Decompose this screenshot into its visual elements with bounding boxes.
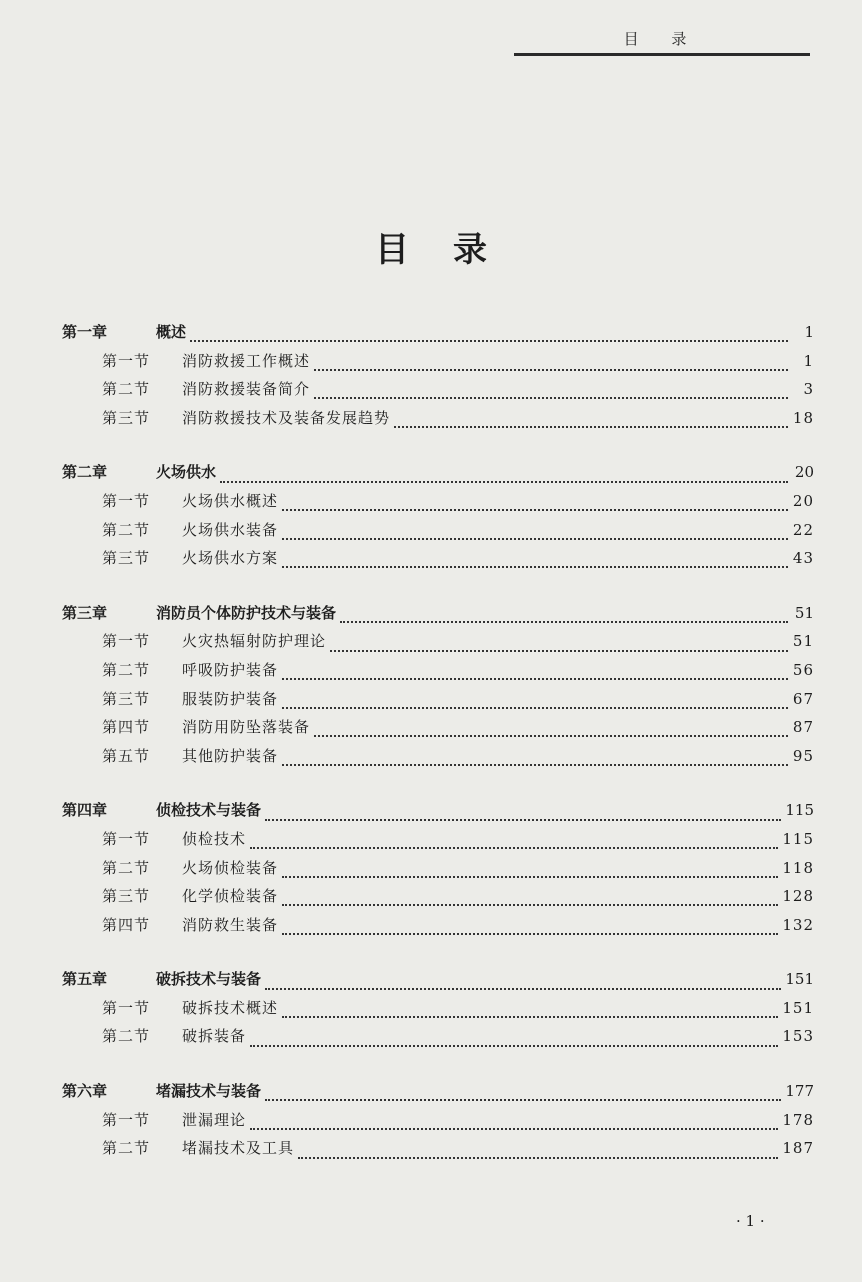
section-page: 87 [792, 718, 814, 737]
dot-leader [265, 805, 781, 821]
dot-leader [282, 552, 788, 568]
dot-leader [340, 607, 788, 623]
chapter-page: 20 [794, 463, 814, 482]
section-number: 第四节 [102, 718, 151, 737]
toc-section-entry[interactable] [62, 825, 814, 854]
section-page: 153 [782, 1027, 814, 1046]
dot-leader [314, 383, 788, 399]
section-number: 第一节 [102, 1110, 151, 1129]
section-title: 消防救生装备 [182, 915, 279, 934]
chapter-page: 177 [785, 1082, 814, 1101]
section-number: 第二节 [102, 1027, 151, 1046]
dot-leader [314, 721, 788, 737]
toc-chapter-entry[interactable] [62, 318, 814, 347]
toc-section-entry[interactable] [62, 375, 814, 404]
chapter-number: 第六章 [62, 1082, 108, 1101]
dot-leader [282, 862, 778, 878]
chapter-number: 第二章 [62, 463, 108, 482]
toc-section-entry[interactable] [62, 911, 814, 940]
dot-leader [250, 1031, 778, 1047]
chapter-title: 堵漏技术与装备 [156, 1082, 262, 1101]
section-title: 呼吸防护装备 [182, 660, 279, 679]
section-title: 侦检技术 [182, 829, 247, 848]
toc-section-entry[interactable] [62, 882, 814, 911]
section-title: 消防救援工作概述 [182, 351, 311, 370]
section-number: 第一节 [102, 998, 151, 1017]
chapter-number: 第一章 [62, 323, 108, 341]
section-number: 第二节 [102, 858, 151, 877]
chapter-title: 概述 [156, 323, 187, 341]
dot-leader [220, 467, 788, 483]
chapter-number: 第四章 [62, 801, 108, 820]
chapter-title: 消防员个体防护技术与装备 [156, 603, 337, 622]
section-title: 破拆装备 [182, 1027, 247, 1046]
section-number: 第三节 [102, 549, 151, 568]
toc-section-entry[interactable] [62, 487, 814, 516]
section-number: 第一节 [102, 351, 151, 370]
section-page: 1 [803, 351, 814, 370]
toc-chapter [62, 1077, 814, 1163]
dot-leader [282, 750, 788, 766]
section-number: 第二节 [102, 380, 151, 399]
toc-section-entry[interactable] [62, 544, 814, 573]
section-page: 128 [782, 887, 814, 906]
table-of-contents [62, 318, 814, 1189]
toc-chapter-entry[interactable] [62, 1077, 814, 1106]
dot-leader [298, 1143, 778, 1159]
dot-leader [282, 495, 788, 511]
section-number: 第五节 [102, 746, 151, 765]
toc-chapter-entry[interactable] [62, 599, 814, 628]
section-title: 泄漏理论 [182, 1110, 247, 1129]
section-page: 51 [792, 632, 814, 651]
section-page: 118 [782, 858, 814, 877]
toc-section-entry[interactable] [62, 1022, 814, 1051]
section-title: 破拆技术概述 [182, 998, 279, 1017]
toc-chapter [62, 458, 814, 572]
dot-leader [282, 1002, 778, 1018]
section-page: 43 [792, 549, 814, 568]
chapter-title: 破拆技术与装备 [156, 970, 262, 989]
section-number: 第二节 [102, 660, 151, 679]
chapter-number: 第三章 [62, 603, 108, 622]
dot-leader [250, 833, 778, 849]
section-page: 115 [782, 829, 814, 848]
chapter-page: 151 [785, 970, 814, 989]
section-page: 3 [803, 380, 814, 399]
dot-leader [282, 919, 778, 935]
toc-chapter [62, 318, 814, 432]
section-title: 火场供水概述 [182, 491, 279, 510]
section-page: 132 [782, 915, 814, 934]
section-title: 消防救援装备简介 [182, 380, 311, 399]
section-title: 消防救援技术及装备发展趋势 [182, 408, 391, 427]
toc-chapter-entry[interactable] [62, 458, 814, 487]
running-head: 目 录 [623, 30, 701, 48]
section-page: 67 [792, 689, 814, 708]
chapter-title: 火场供水 [156, 463, 217, 482]
section-title: 火灾热辐射防护理论 [182, 632, 327, 651]
toc-section-entry[interactable] [62, 404, 814, 433]
toc-section-entry[interactable] [62, 1106, 814, 1135]
page-number: · 1 · [736, 1212, 765, 1230]
section-number: 第三节 [102, 689, 151, 708]
section-page: 151 [782, 998, 814, 1017]
section-title: 消防用防坠落装备 [182, 718, 311, 737]
toc-chapter [62, 796, 814, 939]
toc-section-entry[interactable] [62, 656, 814, 685]
section-title: 服装防护装备 [182, 689, 279, 708]
dot-leader [282, 664, 788, 680]
section-title: 其他防护装备 [182, 746, 279, 765]
toc-section-entry[interactable] [62, 685, 814, 714]
section-title: 堵漏技术及工具 [182, 1139, 295, 1158]
dot-leader [265, 974, 781, 990]
toc-section-entry[interactable] [62, 347, 814, 376]
dot-leader [282, 524, 788, 540]
dot-leader [250, 1114, 778, 1130]
toc-section-entry[interactable] [62, 516, 814, 545]
section-page: 20 [792, 491, 814, 510]
toc-chapter-entry[interactable] [62, 965, 814, 994]
dot-leader [190, 326, 788, 342]
chapter-number: 第五章 [62, 970, 108, 989]
dot-leader [282, 693, 788, 709]
section-title: 火场供水装备 [182, 520, 279, 539]
toc-chapter [62, 965, 814, 1051]
section-number: 第三节 [102, 408, 151, 427]
header-rule [514, 53, 810, 56]
section-page: 178 [782, 1110, 814, 1129]
toc-section-entry[interactable] [62, 742, 814, 771]
chapter-title: 侦检技术与装备 [156, 801, 262, 820]
chapter-page: 51 [794, 603, 814, 622]
section-page: 22 [792, 520, 814, 539]
toc-chapter-entry[interactable] [62, 796, 814, 825]
dot-leader [265, 1085, 781, 1101]
toc-section-entry[interactable] [62, 627, 814, 656]
section-number: 第二节 [102, 520, 151, 539]
dot-leader [330, 636, 788, 652]
dot-leader [282, 890, 778, 906]
toc-section-entry[interactable] [62, 994, 814, 1023]
toc-section-entry[interactable] [62, 1134, 814, 1163]
section-title: 火场供水方案 [182, 549, 279, 568]
dot-leader [314, 355, 788, 371]
toc-section-entry[interactable] [62, 713, 814, 742]
section-title: 化学侦检装备 [182, 887, 279, 906]
section-number: 第三节 [102, 887, 151, 906]
chapter-page: 1 [804, 323, 814, 341]
toc-section-entry[interactable] [62, 854, 814, 883]
section-number: 第二节 [102, 1139, 151, 1158]
section-page: 95 [792, 746, 814, 765]
page-title: 目录 [375, 230, 531, 270]
dot-leader [394, 412, 788, 428]
toc-chapter [62, 599, 814, 771]
section-number: 第一节 [102, 632, 151, 651]
section-page: 56 [792, 660, 814, 679]
section-number: 第一节 [102, 829, 151, 848]
chapter-page: 115 [785, 801, 814, 820]
section-number: 第四节 [102, 915, 151, 934]
section-number: 第一节 [102, 491, 151, 510]
section-title: 火场侦检装备 [182, 858, 279, 877]
section-page: 18 [792, 408, 814, 427]
section-page: 187 [782, 1139, 814, 1158]
